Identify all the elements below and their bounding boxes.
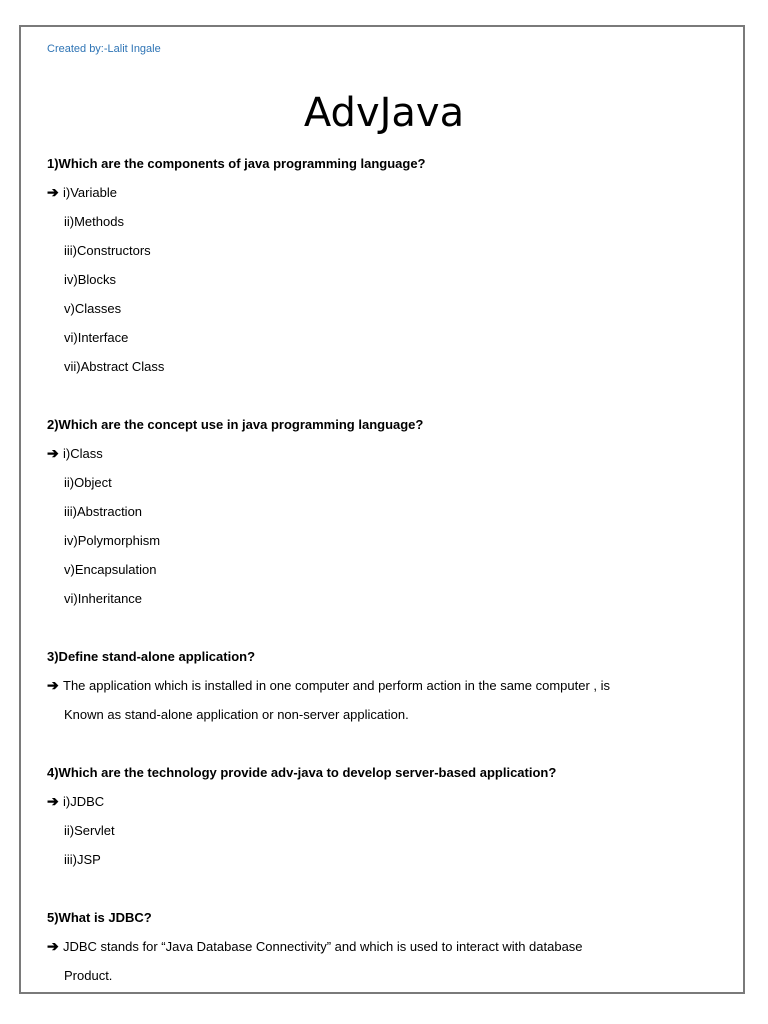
qa-section-2 xyxy=(47,410,727,613)
arrow-icon: ➔ xyxy=(47,445,59,461)
answer-line: ii)Object xyxy=(64,475,112,490)
answer-line: v)Encapsulation xyxy=(64,562,157,577)
qa-section-4 xyxy=(47,758,727,874)
answer-text: The application which is installed in one computer and perform action in the same computer , is xyxy=(63,678,611,693)
question-4: 4)Which are the technology provide adv-java to develop server-based application? xyxy=(47,765,557,780)
question-3: 3)Define stand-alone application? xyxy=(47,649,256,664)
question-1: 1)Which are the components of java programming language? xyxy=(47,156,426,171)
answer-text: i)JDBC xyxy=(63,794,105,809)
answer-text: i)Class xyxy=(63,446,103,461)
qa-section-5 xyxy=(47,903,727,990)
answer-line: iii)Abstraction xyxy=(64,504,143,519)
section-spacer xyxy=(47,381,727,410)
arrow-icon: ➔ xyxy=(47,184,59,200)
section-spacer xyxy=(47,874,727,903)
answer-line: vi)Interface xyxy=(64,330,129,345)
answer-line: Known as stand-alone application or non-server application. xyxy=(64,707,409,722)
answer-line xyxy=(47,439,727,468)
document-title: AdvJava xyxy=(303,90,465,136)
answer-line: Product. xyxy=(64,968,113,983)
document-body xyxy=(47,149,727,990)
answer-line xyxy=(47,178,727,207)
answer-line: iv)Blocks xyxy=(64,272,117,287)
question-5: 5)What is JDBC? xyxy=(47,910,152,925)
answer-line: iii)JSP xyxy=(64,852,101,867)
arrow-icon: ➔ xyxy=(47,677,59,693)
qa-section-1 xyxy=(47,149,727,381)
section-spacer xyxy=(47,729,727,758)
qa-section-3 xyxy=(47,642,727,729)
answer-line: ii)Servlet xyxy=(64,823,115,838)
answer-line xyxy=(47,932,727,961)
answer-line: ii)Methods xyxy=(64,214,124,229)
answer-text: JDBC stands for “Java Database Connectivity” and which is used to interact with database xyxy=(63,939,583,954)
answer-line xyxy=(47,671,727,700)
answer-line: v)Classes xyxy=(64,301,122,316)
section-spacer xyxy=(47,613,727,642)
answer-text: i)Variable xyxy=(63,185,117,200)
creator-credit: Created by:-Lalit Ingale xyxy=(47,43,161,55)
answer-line: iv)Polymorphism xyxy=(64,533,161,548)
answer-line: vii)Abstract Class xyxy=(64,359,165,374)
answer-line: iii)Constructors xyxy=(64,243,151,258)
answer-line: vi)Inheritance xyxy=(64,591,143,606)
arrow-icon: ➔ xyxy=(47,938,59,954)
question-2: 2)Which are the concept use in java programming language? xyxy=(47,417,424,432)
arrow-icon: ➔ xyxy=(47,793,59,809)
answer-line xyxy=(47,787,727,816)
